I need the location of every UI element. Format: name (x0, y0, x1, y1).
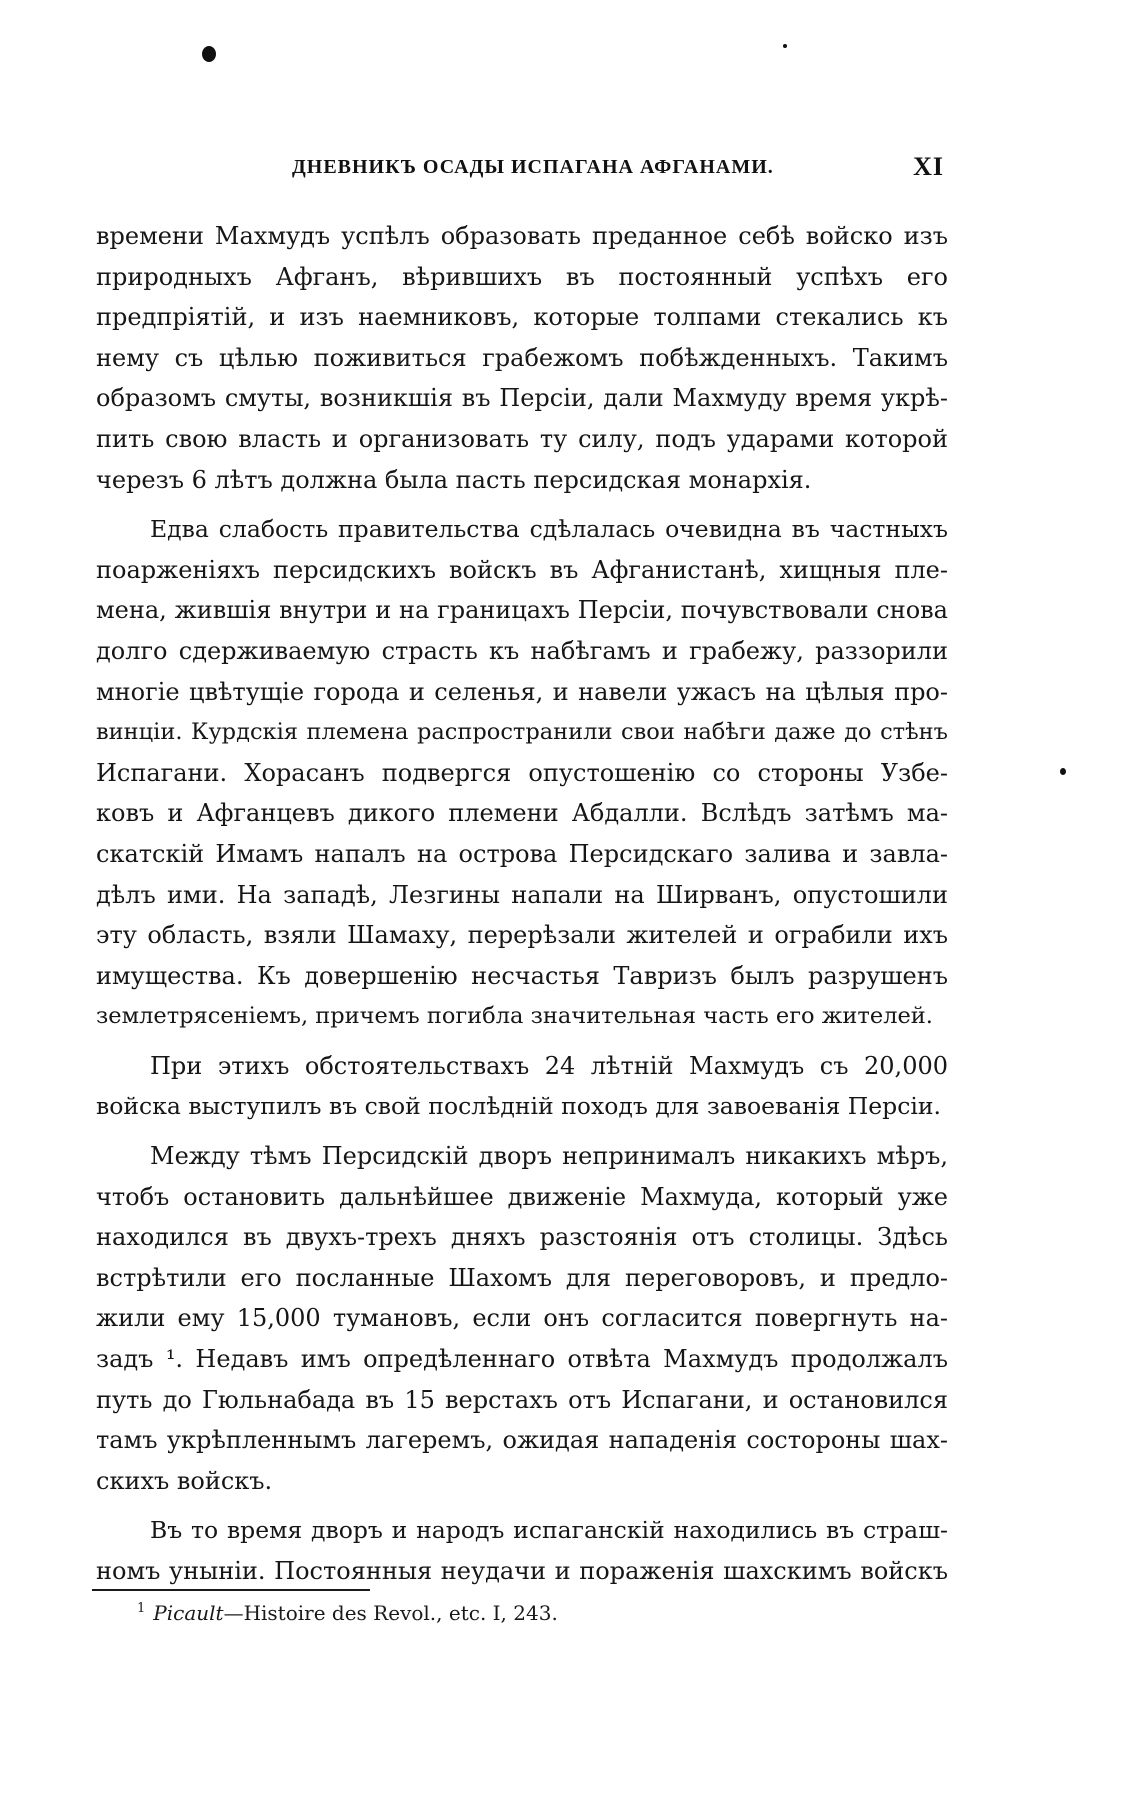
text-line: предпріятій, и изъ наемниковъ, которые толпами стекались къ (96, 303, 948, 332)
text-line: тамъ укрѣпленнымъ лагеремъ, ожидая нападенія состороны шах- (96, 1426, 948, 1455)
text-line: черезъ 6 лѣтъ должна была пасть персидская монархія. (96, 465, 812, 494)
text-line: номъ уныніи. Постоянныя неудачи и пораженія шахскимъ войскъ (96, 1557, 948, 1585)
text-line: нему съ цѣлью поживиться грабежомъ побѣжденныхъ. Такимъ (96, 343, 948, 372)
text-line: поарженіяхъ персидскихъ войскъ въ Афганистанѣ, хищныя пле- (96, 555, 948, 584)
text-line: долго сдерживаемую страсть къ набѣгамъ и грабежу, раззорили (96, 636, 948, 665)
text-line: задъ ¹. Недавъ имъ опредѣленнаго отвѣта Махмудъ продолжалъ (96, 1345, 948, 1374)
footnote-author: Picault (153, 1601, 224, 1625)
ink-speck (202, 46, 216, 62)
paragraph (96, 1046, 948, 1127)
text-line: жили ему 15,000 тумановъ, если онъ согласится повергнуть на- (96, 1304, 948, 1333)
text-line: скатскій Имамъ напалъ на острова Персидскаго залива и завла- (96, 839, 948, 868)
ink-speck (1060, 768, 1066, 775)
text-line: образомъ смуты, возникшія въ Персіи, дали Махмуду время укрѣ- (96, 384, 948, 413)
paragraph (96, 509, 948, 1037)
text-line: многіе цвѣтущіе города и селенья, и навели ужасъ на цѣлыя про- (96, 677, 948, 706)
text-line: скихъ войскъ. (96, 1466, 273, 1495)
text-line: природныхъ Афганъ, вѣрившихъ въ постоянный успѣхъ его (96, 262, 948, 291)
ink-speck (783, 44, 787, 48)
body-text (96, 216, 948, 1601)
running-title: ДНЕВНИКЪ ОСАДЫ ИСПАГАНА АФГАНАМИ. (292, 156, 774, 178)
text-line: дѣлъ ими. На западѣ, Лезгины напали на Ширванъ, опустошили (96, 880, 948, 909)
text-line: войска выступилъ въ свой послѣдній походъ для завоеванія Персіи. (96, 1092, 942, 1121)
text-line: чтобъ остановить дальнѣйшее движеніе Махмуда, который уже (96, 1182, 948, 1211)
text-line: времени Махмудъ успѣлъ образовать преданное себѣ войско изъ (96, 222, 948, 250)
text-line: При этихъ обстоятельствахъ 24 лѣтній Махмудъ съ 20,000 (150, 1051, 948, 1080)
footnote (137, 1601, 558, 1625)
paragraph (96, 216, 948, 500)
paragraph (96, 1510, 948, 1591)
text-line: Едва слабость правительства сдѣлалась очевидна въ частныхъ (150, 515, 948, 544)
page-header (96, 152, 944, 186)
text-line: винціи. Курдскія племена распространили свои набѣги даже до стѣнъ (96, 719, 948, 746)
page-number: XI (913, 152, 944, 181)
text-line: имущества. Къ довершенію несчастья Тавризъ былъ разрушенъ (96, 961, 948, 990)
text-line: находился въ двухъ-трехъ дняхъ разстоянія отъ столицы. Здѣсь (96, 1223, 948, 1252)
text-line: Между тѣмъ Персидскій дворъ непринималъ никакихъ мѣръ, (150, 1142, 948, 1171)
text-line: Испагани. Хорасанъ подвергся опустошенію со стороны Узбе- (96, 758, 948, 787)
text-line: мена, жившія внутри и на границахъ Персіи, почувствовали снова (96, 596, 948, 625)
text-line: путь до Гюльнабада въ 15 верстахъ отъ Испагани, и остановился (96, 1385, 948, 1414)
footnote-text: —Histoire des Revol., etc. I, 243. (223, 1601, 558, 1625)
text-line: землетрясеніемъ, причемъ погибла значительная часть его жителей. (96, 1003, 933, 1030)
text-line: ковъ и Афганцевъ дикого племени Абдалли. Вслѣдъ затѣмъ ма- (96, 799, 948, 828)
text-line: эту область, взяли Шамаху, перерѣзали жителей и ограбили ихъ (96, 921, 948, 950)
text-line: Въ то время дворъ и народъ испаганскій находились въ страш- (150, 1516, 948, 1545)
text-line: пить свою власть и организовать ту силу, подъ ударами которой (96, 424, 948, 453)
text-line: встрѣтили его посланные Шахомъ для переговоровъ, и предло- (96, 1263, 948, 1292)
footnote-rule (92, 1589, 370, 1591)
paragraph (96, 1136, 948, 1501)
footnote-mark: 1 (137, 1601, 146, 1617)
